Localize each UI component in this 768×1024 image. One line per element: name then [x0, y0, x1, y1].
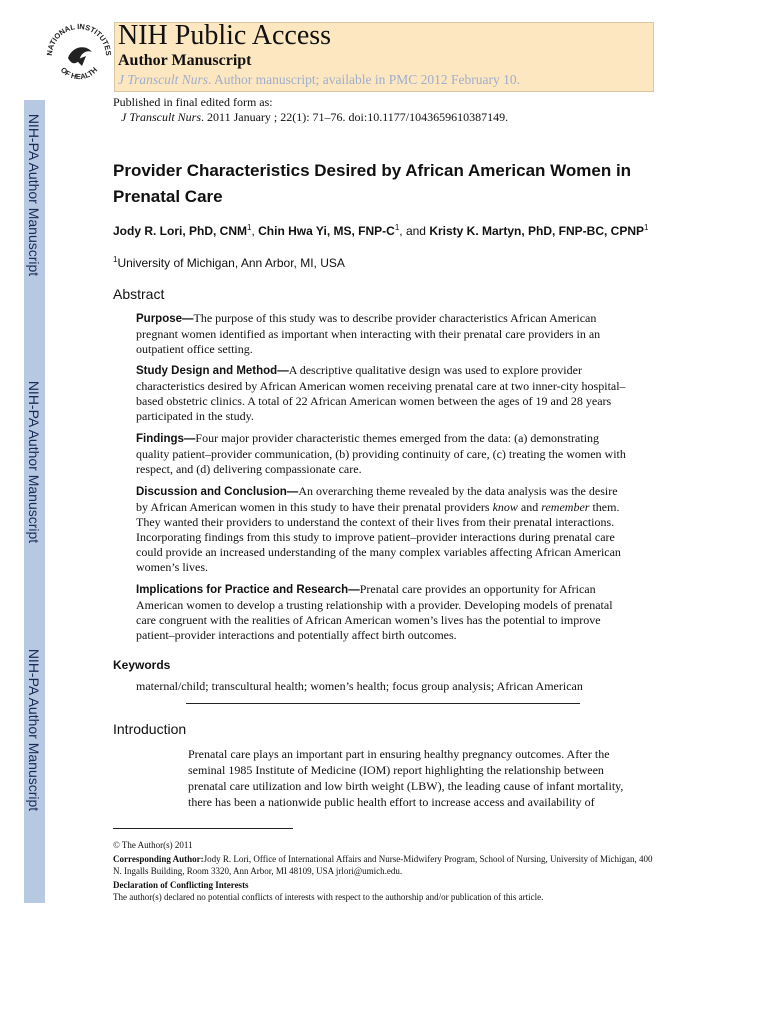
abstract-design: Study Design and Method—A descriptive qualitative design was used to explore provider characteristics desired by African American women receiving prenatal care at two inner-city hospital–based obstetric clinics. A total of 22 African American women between the ages of 19 and 28 years participated in the study.	[136, 363, 626, 423]
sidebar-label-2: NIH-PA Author Manuscript	[26, 380, 42, 544]
author-name: Kristy K. Martyn, PhD, FNP-BC, CPNP	[429, 224, 645, 238]
header-title: NIH Public Access	[118, 20, 332, 51]
introduction-text: Prenatal care plays an important part in ensuring healthy pregnancy outcomes. After the seminal 1985 Institute of Medicine (IOM) report highlighting the relationship between prenatal care utilization and low birth weight (LBW), the leading cause of infant mortality, there has been a nationwide public health effort to increase access and availability of	[188, 747, 624, 809]
citation	[121, 110, 508, 125]
nih-logo	[42, 16, 116, 90]
author-affiliation-mark: 1	[394, 223, 400, 232]
author-name: Chin Hwa Yi, MS, FNP-C	[258, 224, 395, 238]
sidebar-label-3: NIH-PA Author Manuscript	[26, 648, 42, 812]
conflict-statement: The author(s) declared no potential conflicts of interests with respect to the authorship and/or publication of this article.	[113, 892, 544, 902]
svg-text:OF HEALTH	[59, 65, 99, 81]
author-name: Jody R. Lori, PhD, CNM	[113, 224, 248, 238]
corresponding-author-note: Corresponding Author:Jody R. Lori, Office of International Affairs and Nurse-Midwifery Program, School of Nursing, University of Michigan, 400 N. Ingalls Building, Room 3320, Ann Arbor, MI 48109, USA jrlori@umich.edu.	[113, 854, 653, 876]
header-availability	[118, 72, 520, 88]
author-affiliation-mark: 1	[644, 223, 649, 232]
logo-text-bottom: OF HEALTH	[58, 65, 100, 82]
copyright-note: © The Author(s) 2011	[113, 840, 193, 850]
affiliation: $^1$University of Michigan, Ann Arbor, MI, USA	[113, 255, 345, 270]
article-title: Provider Characteristics Desired by African American Women in Prenatal Care	[113, 161, 632, 206]
abstract-findings: Findings—Four major provider characteristic themes emerged from the data: (a) demonstrating quality patient–provider communication, (b) providing continuity of care, (c) treating the women with respect, and (d) delivering compassionate care.	[136, 431, 626, 476]
keywords-list: maternal/child; transcultural health; women’s health; focus group analysis; African American	[136, 679, 583, 693]
header-subtitle: Author Manuscript	[118, 52, 252, 69]
section-divider	[186, 703, 580, 704]
keywords-heading: Keywords	[113, 658, 171, 672]
logo-text-top: NATIONAL INSTITUTES	[44, 21, 114, 57]
abstract-purpose: Purpose—The purpose of this study was to describe provider characteristics African American pregnant women identified as important when interacting with their prenatal care providers in an outpatient office setting.	[136, 311, 601, 356]
citation-details: . 2011 January ; 22(1): 71–76. doi:10.1177/1043659610387149.	[201, 110, 509, 124]
abstract-discussion: Discussion and Conclusion—An overarching theme revealed by the data analysis was the desire by African American women in this study to have their prenatal providers know and remember them. They wanted their providers to understand the context of their lives from their prenatal interactions. Incorporating findings from this study to improve patient–provider interactions during prenatal care could provide an increased understanding of the many complex variables affecting African American women’s lives.	[136, 484, 621, 574]
author-affiliation-mark: 1	[247, 223, 252, 232]
abstract-heading: Abstract	[113, 286, 165, 302]
header-availability-text: . Author manuscript; available in PMC 2012 February 10.	[208, 72, 520, 87]
footnote-divider	[113, 828, 293, 829]
published-in-label: Published in final edited form as:	[113, 95, 273, 109]
header-journal: J Transcult Nurs	[118, 72, 209, 87]
conflict-heading: Declaration of Conflicting Interests	[113, 880, 249, 890]
author-list: Jody R. Lori, PhD, CNM$^1$, Chin Hwa Yi, MS, FNP-$C^1$, and Kristy K. Martyn, PhD, FNP-BC, CPNP$^1$	[113, 223, 649, 238]
sidebar-label-1: NIH-PA Author Manuscript	[26, 113, 42, 277]
citation-journal: J Transcult Nurs	[121, 110, 202, 124]
abstract-implications: Implications for Practice and Research—Prenatal care provides an opportunity for African American women to develop a trusting relationship with a provider. Developing models of prenatal care congruent with the realities of African American women’s lives has the potential to improve patient–provider interactions and potentially affect birth outcomes.	[136, 582, 613, 642]
introduction-heading: Introduction	[113, 721, 187, 737]
